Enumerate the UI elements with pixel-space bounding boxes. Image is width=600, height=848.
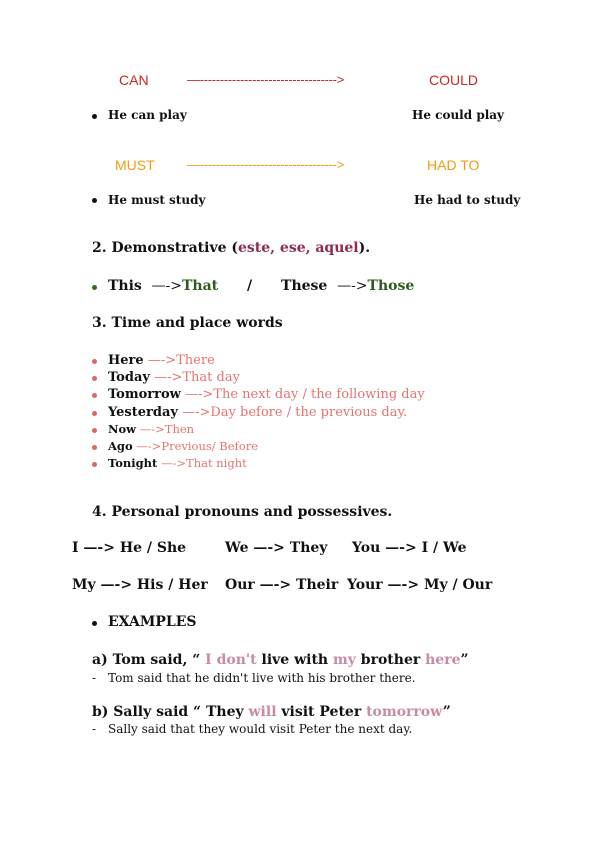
dash-marker: - (92, 722, 97, 736)
list-item: Here —->There (92, 352, 425, 369)
list-item: Today —->That day (92, 369, 425, 386)
dash-marker: - (92, 671, 97, 685)
example-a-answer: Tom said that he didn't live with his brother there. (108, 671, 416, 685)
list-item: Ago —->Previous/ Before (92, 438, 425, 455)
bullet-icon (92, 198, 97, 203)
pronoun-row2-col3: Your —-> My / Our (347, 577, 493, 593)
example-must: He must study (108, 193, 206, 207)
demonstrative-heading: 2. Demonstrative (este, ese, aquel). (92, 240, 371, 256)
example-can: He can play (108, 108, 187, 122)
pronouns-heading: 4. Personal pronouns and possessives. (92, 504, 393, 520)
modal-could: COULD (429, 72, 479, 88)
time-place-list (92, 352, 425, 472)
demonstrative-row: This —->That / These —->Those (108, 278, 415, 294)
list-item: Now —->Then (92, 421, 425, 438)
pronoun-row1-col3: You —-> I / We (352, 540, 467, 556)
example-a: a) Tom said, “ I don't live with my brother here” (92, 652, 469, 668)
modal-must: MUST (115, 157, 155, 173)
modal-can: CAN (119, 72, 149, 88)
example-b: b) Sally said “ They will visit Peter tomorrow” (92, 704, 451, 720)
pronoun-row1-col1: I —-> He / She (72, 540, 187, 556)
time-place-heading: 3. Time and place words (92, 315, 283, 331)
bullet-icon (92, 285, 97, 290)
bullet-icon (92, 621, 97, 626)
examples-heading: EXAMPLES (108, 614, 197, 630)
example-had-to: He had to study (414, 193, 521, 207)
list-item: Yesterday —->Day before / the previous day. (92, 404, 425, 421)
pronoun-row1-col2: We —-> They (225, 540, 328, 556)
modal-arrow-1: —----------------------------------> (187, 72, 344, 87)
pronoun-row2-col2: Our —-> Their (225, 577, 339, 593)
pronoun-row2-col1: My —-> His / Her (72, 577, 208, 593)
bullet-icon (92, 114, 97, 119)
modal-arrow-2: —----------------------------------> (187, 157, 344, 172)
example-could: He could play (412, 108, 505, 122)
example-b-answer: Sally said that they would visit Peter the next day. (108, 722, 413, 736)
list-item: Tomorrow —->The next day / the following day (92, 386, 425, 403)
list-item: Tonight —->That night (92, 455, 425, 472)
modal-had-to: HAD TO (427, 157, 480, 173)
